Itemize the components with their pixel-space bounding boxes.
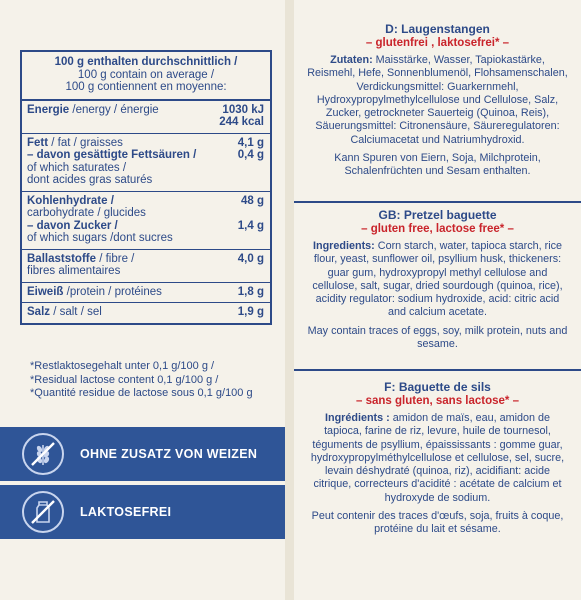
ingredients-list: Corn starch, water, tapioca starch, rice flour, yeast, sunflower oil, psyllium husk, thickeners: guar gum, hydroxypropyl methyl cellulose and cellulose, salt, sugar, dried sourdough (quinoa, rice), acidity regulator: sodium hydroxide, acid: citric acid and calcium acetate. <box>312 240 563 319</box>
allergen-note: Kann Spuren von Eiern, Soja, Milchprotein, Schalenfrüchten und Sesam enthalten. <box>334 152 541 178</box>
row-value: 4,0 g <box>237 252 264 265</box>
ingredients-list: Maisstärke, Wasser, Tapiokastärke, Reismehl, Hefe, Sonnenblumenöl, Flohsamenschalen, Verdickungsmittel: Guarkernmehl, Hydroxypropylmethylcellulose und Cellulose, Salz, Zucker, getrockneter Sauerteig (Quinoa, Reis), Säuerungsmittel: Citronensäure, Säureregulatoren: Calciumacetat und Natriumhydroxid. <box>307 54 568 146</box>
sub-value: 0,4 g <box>237 149 264 161</box>
nutrition-header-line: 100 g contain on average / <box>77 68 215 81</box>
footnote: *Restlaktosegehalt unter 0,1 g/100 g / <box>30 360 215 372</box>
nutrition-row-salt <box>22 303 270 323</box>
row-value: 48 g <box>240 194 264 207</box>
ingredients-label: Zutaten: <box>330 54 373 66</box>
sub-label: – davon Zucker / <box>27 219 118 232</box>
row-label: Fett <box>27 136 49 149</box>
badge-wheat-free <box>0 427 285 481</box>
nutrition-header-title: 100 g enthalten durchschnittlich / <box>54 56 238 68</box>
row-label-rest: /energy / énergie <box>69 103 159 116</box>
row-label-rest: /protein / protéines <box>63 285 162 298</box>
row-value: 1030 kJ <box>222 103 264 116</box>
ingredients-label: Ingrédients : <box>324 412 390 424</box>
section-title: F: Baguette de sils <box>384 380 491 394</box>
row-label: Eiweiß <box>27 285 64 298</box>
row-value: 244 kcal <box>219 116 264 128</box>
section-tag: – glutenfrei , laktosefrei* – <box>365 37 510 49</box>
sub-label: – davon gesättigte Fettsäuren / <box>27 149 197 161</box>
row-value: 1,8 g <box>237 285 264 298</box>
nutrition-row-carbs <box>22 192 270 250</box>
section-fr <box>294 380 581 542</box>
section-title: GB: Pretzel baguette <box>378 208 497 222</box>
row-label-rest: / fat / graisses <box>48 136 123 149</box>
row-label: Kohlenhydrate / <box>27 194 114 207</box>
sub-label: dont acides gras saturés <box>27 174 153 186</box>
nutrition-header <box>22 52 270 101</box>
sub-value: 1,4 g <box>237 219 264 232</box>
nutrition-row-energy <box>22 101 270 134</box>
section-gb <box>294 208 581 356</box>
footnotes <box>30 360 253 401</box>
row-label: Energie <box>27 103 70 116</box>
allergen-note: Peut contenir des traces d'œufs, soja, fruits à coque, protéine du lait et sésame. <box>311 510 564 536</box>
row-label: Salz <box>27 306 51 318</box>
row-value: 1,9 g <box>237 306 264 318</box>
sub-label: of which saturates / <box>27 161 127 174</box>
section-de <box>294 22 581 184</box>
allergen-note: May contain traces of eggs, soy, milk protein, nuts and sesame. <box>307 324 568 351</box>
badge-lactose-free <box>0 485 285 539</box>
wheat-free-icon <box>22 433 64 475</box>
nutrition-row-fibre <box>22 250 270 283</box>
ingredients-text <box>294 412 581 505</box>
row-label: Ballaststoffe <box>27 252 97 265</box>
ingredients-text <box>294 54 581 147</box>
footnote: *Residual lactose content 0,1 g/100 g / <box>30 373 219 386</box>
badge-text: LAKTOSEFREI <box>80 505 172 519</box>
panel-gutter <box>285 0 294 600</box>
nutrition-table <box>20 50 272 325</box>
sub-label: fibres alimentaires <box>27 265 121 277</box>
ingredients-list: amidon de maïs, eau, amidon de tapioca, farine de riz, levure, huile de tournesol, téguments de psyllium, épaississants : gomme guar, hydroxypropylméthylcellulose et cellulose, sel, sucre, levain déshydraté (quinoa, riz), acidifiant: acide citrique, correcteurs d'acidité : acétate de calcium et hydroxyde de sodium. <box>310 412 565 504</box>
nutrition-header-line: 100 g contiennent en moyenne: <box>65 81 227 93</box>
section-divider <box>294 201 581 203</box>
nutrition-row-fat <box>22 134 270 192</box>
row-label-rest: / salt / sel <box>50 306 102 318</box>
milk-free-icon <box>22 491 64 533</box>
sub-label: carbohydrate / glucides <box>27 207 146 219</box>
section-tag: – gluten free, lactose free* – <box>361 223 514 235</box>
footnote: *Quantité residue de lactose sous 0,1 g/100 g <box>30 387 253 399</box>
ingredients-label: Ingredients: <box>312 240 375 252</box>
row-value: 4,1 g <box>237 136 264 149</box>
section-title: D: Laugenstangen <box>385 22 490 36</box>
section-divider <box>294 369 581 371</box>
badge-text: OHNE ZUSATZ VON WEIZEN <box>80 447 258 461</box>
ingredients-text <box>294 240 581 320</box>
row-label-rest: / fibre / <box>96 252 135 265</box>
nutrition-row-protein <box>22 283 270 304</box>
sub-label: of which sugars /dont sucres <box>27 232 173 244</box>
section-tag: – sans gluten, sans lactose* – <box>356 395 519 407</box>
